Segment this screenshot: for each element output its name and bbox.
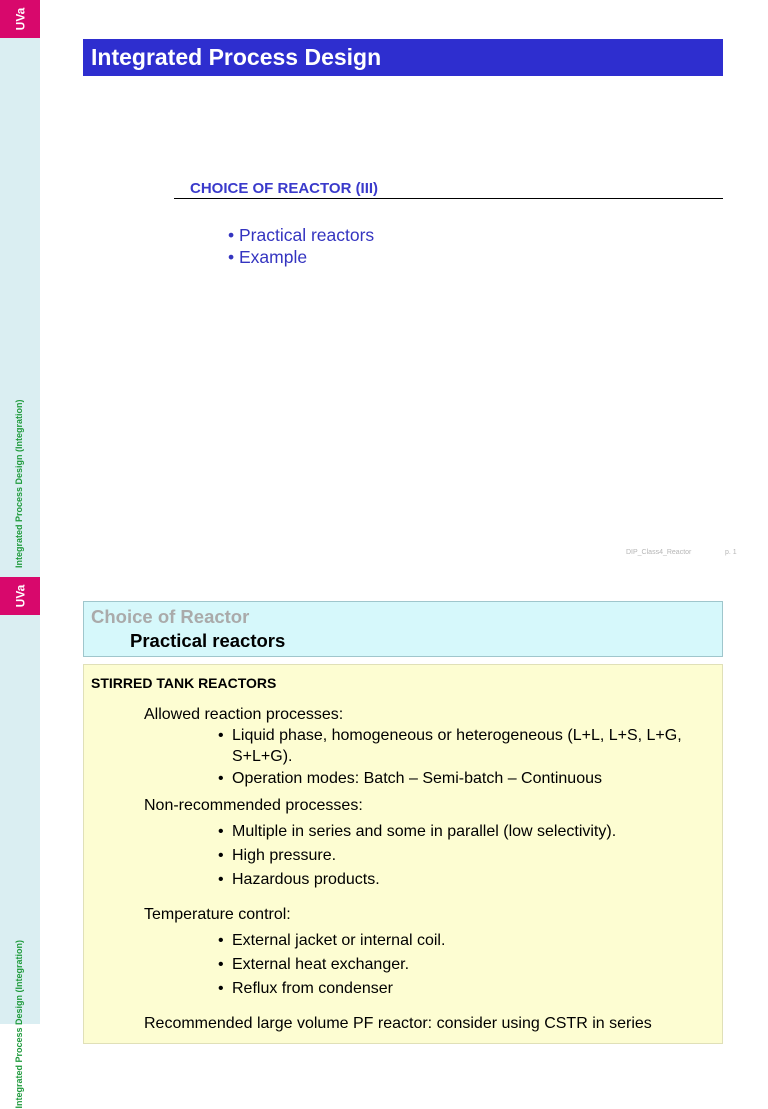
list-item-text: Hazardous products. xyxy=(232,871,380,888)
list-item xyxy=(218,725,702,767)
bullet-icon: • xyxy=(218,847,224,864)
list-item-text: High pressure. xyxy=(232,847,337,864)
footer-page-number: p. 1 xyxy=(725,549,737,556)
uva-logo-text: UVa xyxy=(13,7,27,31)
bullet-icon: • xyxy=(218,871,224,888)
list-item xyxy=(218,845,702,866)
list-item xyxy=(218,954,702,975)
heading-divider xyxy=(174,198,723,199)
bullet-icon: • xyxy=(218,823,224,840)
bullet-icon: • xyxy=(218,770,224,787)
list-item xyxy=(218,821,702,842)
bullet-icon: • xyxy=(218,980,224,997)
footer-filename: DIP_Class4_Reactor xyxy=(626,549,692,556)
slide2-header-sub: Practical reactors xyxy=(130,630,286,651)
recommendation-text: Recommended large volume PF reactor: consider using CSTR in series xyxy=(144,1015,652,1032)
list-item xyxy=(218,930,702,951)
bullet-icon: • xyxy=(218,727,224,744)
slide-title: Integrated Process Design xyxy=(91,44,382,70)
group-title: Allowed reaction processes: xyxy=(144,706,344,723)
outline-list xyxy=(228,224,374,268)
slide2-header-super: Choice of Reactor xyxy=(91,606,250,627)
list-item xyxy=(218,978,702,999)
content-section-title: STIRRED TANK REACTORS xyxy=(91,675,277,691)
list-item-text: Liquid phase, homogeneous or heterogeneous (L+L, L+S, L+G, S+L+G). xyxy=(232,727,682,765)
uva-logo-tab-top xyxy=(0,0,40,38)
side-course-label-top: Integrated Process Design (Integration) xyxy=(14,399,24,568)
slide2-content xyxy=(83,664,723,1044)
list-item-text: External heat exchanger. xyxy=(232,956,410,973)
list-item xyxy=(218,869,702,890)
list-item xyxy=(218,768,702,789)
group-title: Non-recommended processes: xyxy=(144,797,363,814)
outline-item: • Practical reactors xyxy=(228,225,375,245)
bullet-icon: • xyxy=(218,956,224,973)
list-item-text: Operation modes: Batch – Semi-batch – Continuous xyxy=(232,770,602,787)
section-heading: CHOICE OF REACTOR (III) xyxy=(190,180,379,197)
side-course-label-bottom: Integrated Process Design (Integration) xyxy=(14,940,24,1109)
bullet-icon: • xyxy=(218,932,224,949)
list-item-text: Multiple in series and some in parallel (low selectivity). xyxy=(232,823,617,840)
list-item-text: Reflux from condenser xyxy=(232,980,393,997)
uva-logo-tab-bottom xyxy=(0,577,40,615)
uva-logo-text: UVa xyxy=(13,584,27,608)
list-item-text: External jacket or internal coil. xyxy=(232,932,446,949)
slide-title-bar xyxy=(83,39,723,76)
outline-item: • Example xyxy=(228,247,308,267)
group-title: Temperature control: xyxy=(144,906,291,923)
slide2-header xyxy=(83,601,723,657)
